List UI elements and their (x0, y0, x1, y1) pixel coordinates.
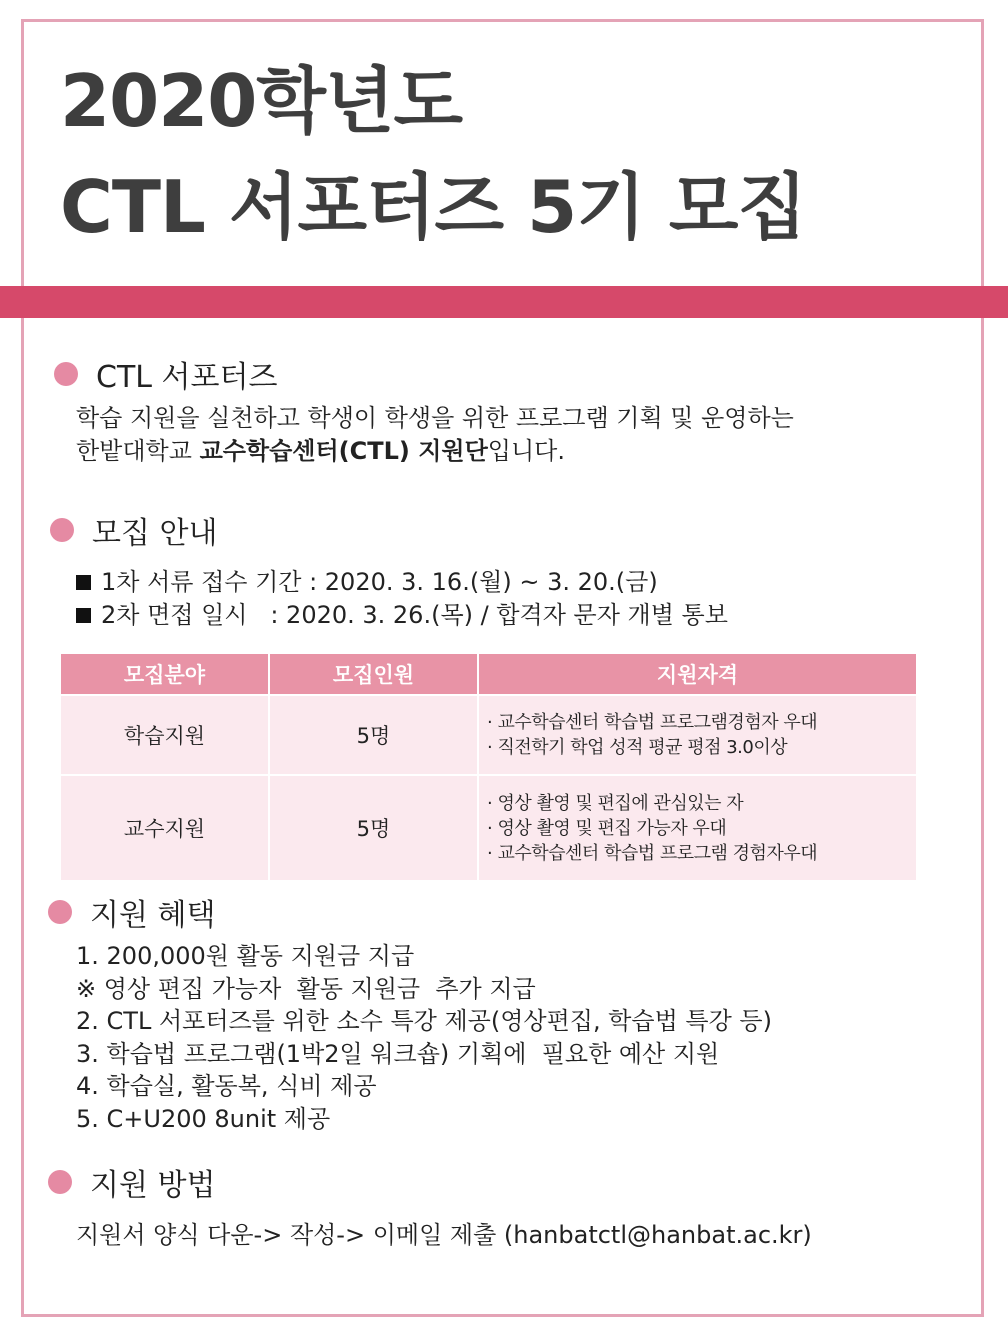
section-heading-text: 모집 안내 (92, 516, 218, 551)
table-row (61, 695, 916, 775)
title-divider-band (0, 286, 1008, 318)
section-heading-recruit (50, 508, 217, 552)
schedule-text: 1차 서류 접수 기간 : 2020. 3. 16.(월) ~ 3. 20.(금) (101, 568, 658, 596)
description-bold: 교수학습센터(CTL) 지원단 (199, 437, 488, 465)
cell-qualifications (478, 695, 916, 775)
bullet-icon (54, 362, 78, 386)
schedule-item (76, 599, 728, 632)
description-prefix: 한밭대학교 (76, 437, 200, 465)
square-bullet-icon (76, 608, 91, 623)
bullet-icon (48, 1170, 72, 1194)
benefit-item: 4. 학습실, 활동복, 식비 제공 (76, 1072, 377, 1100)
benefit-item: 3. 학습법 프로그램(1박2일 워크숍) 기획에 필요한 예산 지원 (76, 1039, 720, 1068)
description-line-1: 학습 지원을 실천하고 학생이 학생을 위한 프로그램 기획 및 운영하는 (76, 404, 794, 432)
square-bullet-icon (76, 575, 91, 590)
section-heading-benefits (48, 890, 215, 934)
qualification-item: · 영상 촬영 및 편집에 관심있는 자 (487, 792, 744, 814)
section-heading-text: 지원 혜택 (90, 898, 216, 933)
table-row (61, 775, 916, 880)
cell-field: 학습지원 (61, 695, 269, 775)
cell-qualifications (478, 775, 916, 880)
table-header-row (61, 654, 916, 695)
section-heading-apply (48, 1160, 215, 1204)
cell-field: 교수지원 (61, 775, 269, 880)
schedule-text: 2차 면접 일시 : 2020. 3. 26.(목) / 합격자 문자 개별 통보 (101, 601, 728, 629)
benefits-list (76, 940, 772, 1135)
title-line-2: CTL 서포터즈 5기 모집 (60, 165, 806, 249)
column-header-qualification: 지원자격 (478, 654, 916, 695)
supporters-description (76, 402, 794, 468)
benefit-item: 5. C+U200 8unit 제공 (76, 1104, 331, 1133)
qualification-item: · 직전학기 학업 성적 평균 평점 3.0이상 (487, 737, 788, 758)
cell-count: 5명 (269, 695, 478, 775)
section-heading-text: 지원 방법 (90, 1168, 216, 1203)
qualification-item: · 교수학습센터 학습법 프로그램 경험자우대 (487, 842, 818, 864)
recruit-table (61, 654, 916, 880)
recruit-schedule (76, 566, 728, 632)
description-suffix: 입니다. (487, 437, 565, 465)
column-header-field: 모집분야 (61, 654, 269, 695)
section-heading-text: CTL 서포터즈 (96, 360, 278, 395)
page-title (60, 48, 806, 260)
title-line-1: 2020학년도 (60, 59, 463, 143)
bullet-icon (48, 900, 72, 924)
benefit-item: ※ 영상 편집 가능자 활동 지원금 추가 지급 (76, 974, 536, 1003)
section-heading-supporters (54, 352, 277, 396)
benefit-item: 1. 200,000원 활동 지원금 지급 (76, 942, 415, 970)
column-header-count: 모집인원 (269, 654, 478, 695)
schedule-item (76, 566, 728, 599)
qualification-item: · 영상 촬영 및 편집 가능자 우대 (487, 817, 727, 839)
apply-instructions: 지원서 양식 다운-> 작성-> 이메일 제출 (hanbatctl@hanbat.ac.kr) (76, 1221, 812, 1249)
cell-count: 5명 (269, 775, 478, 880)
benefit-item: 2. CTL 서포터즈를 위한 소수 특강 제공(영상편집, 학습법 특강 등) (76, 1007, 772, 1035)
qualification-item: · 교수학습센터 학습법 프로그램경험자 우대 (487, 712, 818, 733)
bullet-icon (50, 518, 74, 542)
description-line-2 (76, 435, 794, 468)
